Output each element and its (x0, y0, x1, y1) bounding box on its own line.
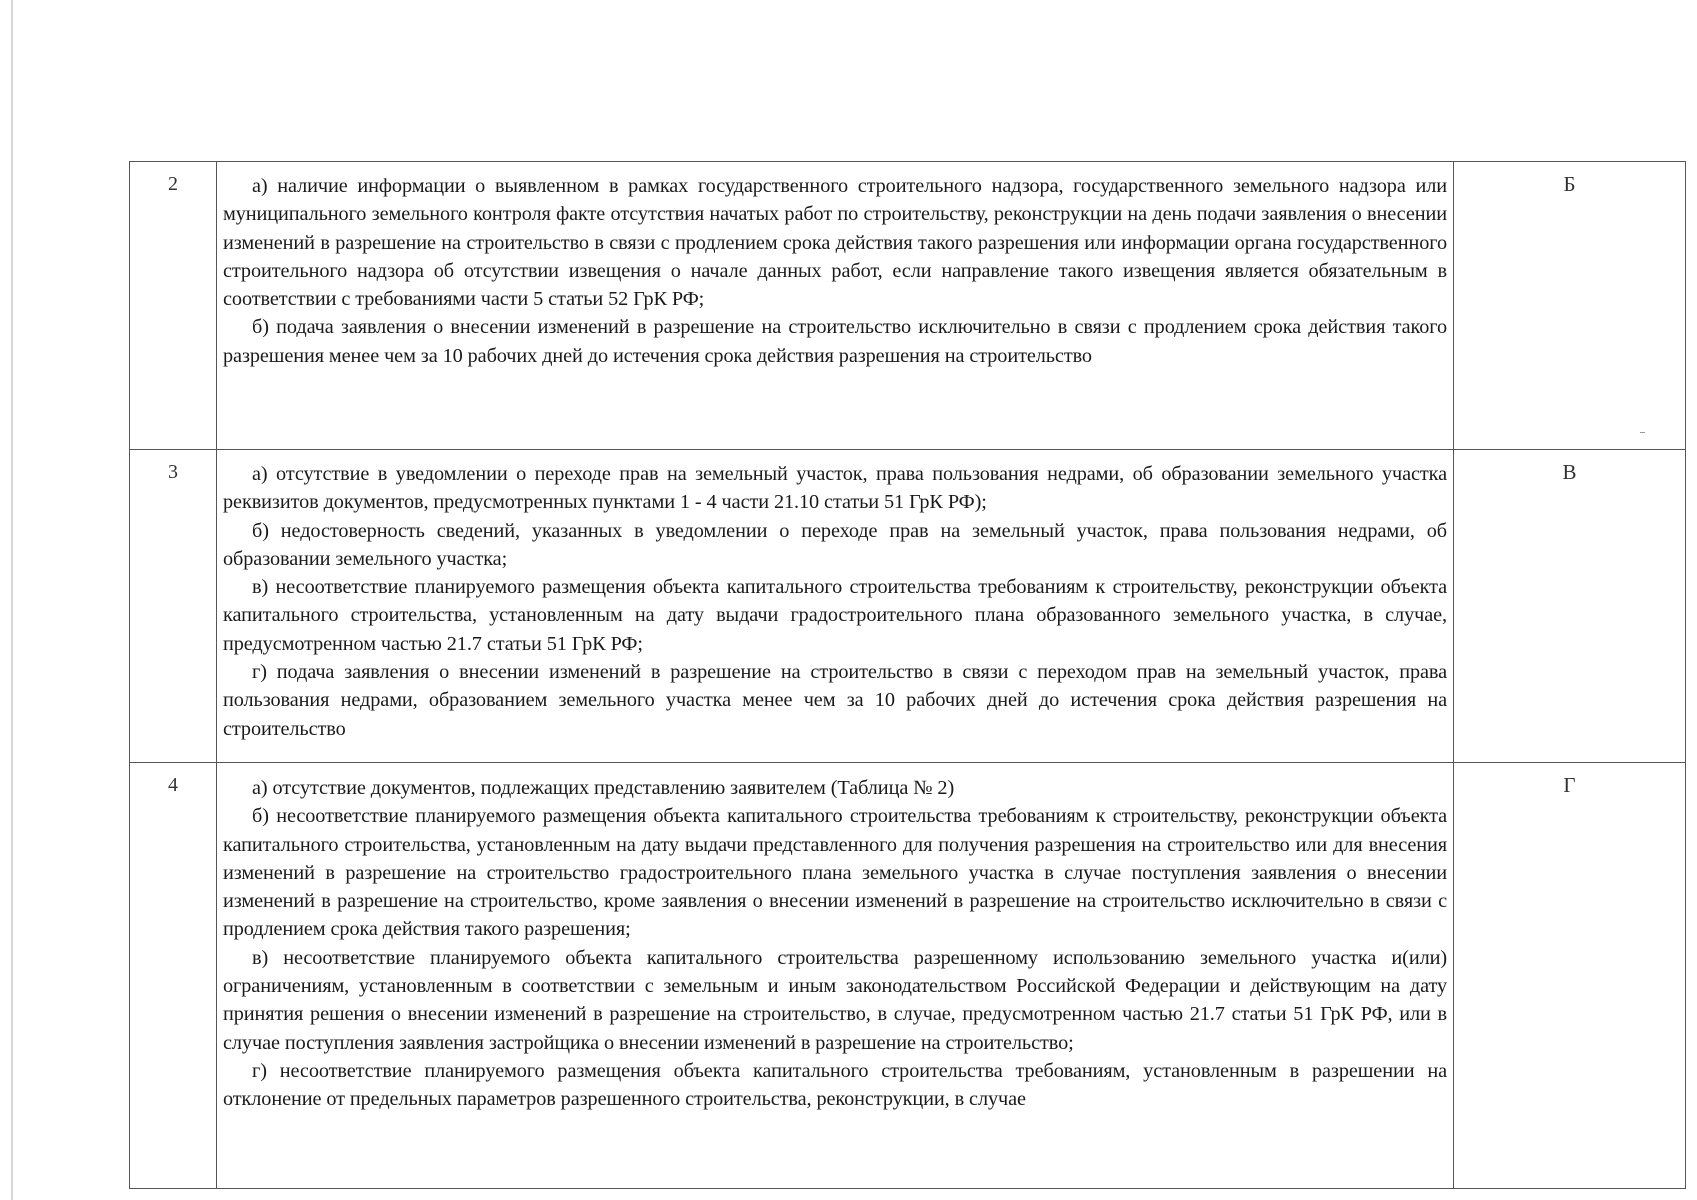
paragraph: в) несоответствие планируемого объекта капитального строительства разрешенному использованию земельного участка и(или) ограничениям, установленным в соответствии с земельным и иным законодательством Российской Федерации и действующим на дату принятия решения о внесении изменений в разрешение на строительство, в случае, предусмотренном частью 21.7 статьи 51 ГрК РФ, или в случае поступления заявления застройщика о внесении изменений в разрешение на строительство; (223, 946, 1447, 1054)
paragraph: а) отсутствие в уведомлении о переходе прав на земельный участок, права пользования недрами, об образовании земельного участка реквизитов документов, предусмотренных пунктами 1 - 4 части 21.10 статьи 51 ГрК РФ); (223, 463, 1447, 514)
grounds-text-cell (217, 162, 1454, 450)
table-row (130, 763, 1686, 1189)
paragraph: б) недостоверность сведений, указанных в уведомлении о переходе прав на земельный участок, права пользования недрами, об образовании земельного участка; (223, 519, 1447, 570)
refusal-grounds-table (129, 161, 1686, 1189)
paragraph: а) отсутствие документов, подлежащих представлению заявителем (Таблица № 2) (252, 777, 955, 799)
row-number: 3 (130, 450, 217, 763)
table-row (130, 450, 1686, 763)
grounds-text-cell (217, 450, 1454, 763)
row-number: 4 (130, 763, 217, 1189)
paragraph: а) наличие информации о выявленном в рамках государственного строительного надзора, государственного земельного надзора или муниципального земельного контроля факте отсутствия начатых работ по строительству, реконструкции на день подачи заявления о внесении изменений в разрешение на строительство в связи с продлением срока действия такого разрешения или информации органа государственного строительного надзора об отсутствии извещения о начале данных работ, если направление такого извещения является обязательным в соответствии с требованиями части 5 статьи 52 ГрК РФ; (223, 175, 1447, 311)
category-letter: В (1454, 450, 1686, 763)
row-number: 2 (130, 162, 217, 450)
paragraph: б) подача заявления о внесении изменений в разрешение на строительство исключительно в связи с продлением срока действия такого разрешения менее чем за 10 рабочих дней до истечения срока действия разрешения на строительство (223, 316, 1447, 367)
category-letter: Б (1454, 162, 1686, 450)
scan-left-edge (11, 0, 13, 1200)
paragraph: г) подача заявления о внесении изменений в разрешение на строительство в связи с переходом прав на земельный участок, права пользования недрами, образованием земельного участка менее чем за 10 рабочих дней до истечения срока действия разрешения на строительство (223, 661, 1447, 740)
category-letter: Г (1454, 763, 1686, 1189)
table-row (130, 162, 1686, 450)
paragraph: б) несоответствие планируемого размещения объекта капитального строительства требованиям к строительству, реконструкции объекта капитального строительства, установленным на дату выдачи представленного для получения разрешения на строительство или для внесения изменений в разрешение на строительство градостроительного плана земельного участка в случае поступления заявления о внесении изменений в разрешение на строительство, кроме заявления о внесении изменений в разрешение на строительство исключительно в связи с продлением срока действия такого разрешения; (223, 805, 1447, 941)
paragraph: г) несоответствие планируемого размещения объекта капитального строительства требованиям, установленным в разрешении на отклонение от предельных параметров разрешенного строительства, реконструкции, в случае (223, 1059, 1447, 1111)
grounds-text-cell (217, 763, 1454, 1189)
paragraph: в) несоответствие планируемого размещения объекта капитального строительства требованиям к строительству, реконструкции объекта капитального строительства, установленным на дату выдачи градостроительного плана образованного земельного участка, в случае, предусмотренном частью 21.7 статьи 51 ГрК РФ; (223, 576, 1447, 655)
